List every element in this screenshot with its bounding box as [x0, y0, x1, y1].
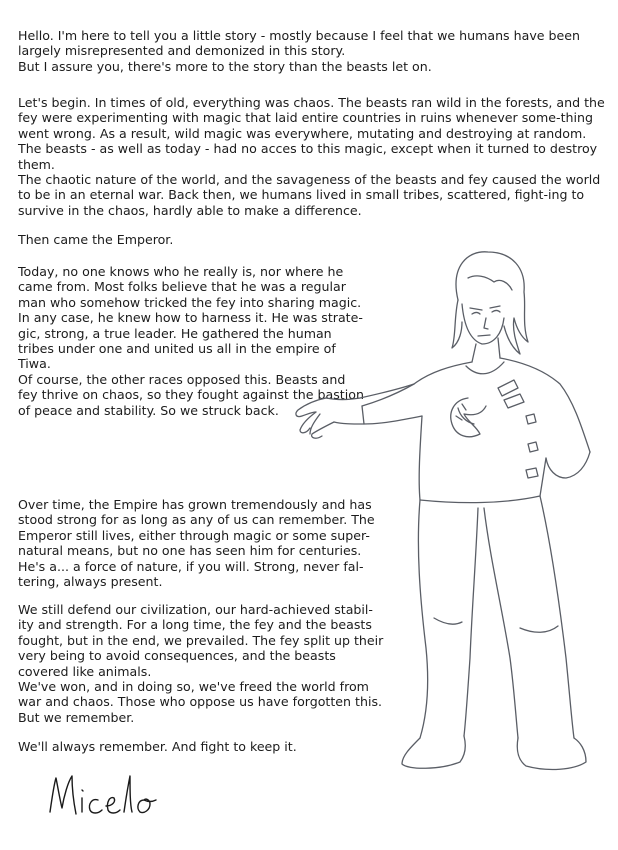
paragraph-defend: We still defend our civilization, our hard-achieved stabil-ity and strength. For a long time, the fey and the beasts fought, but in the end, we prevailed. The fey split up their very being to avoid consequences, and the beasts covered like animals. We've won, and in doing so, we've freed the world from war and chaos. Those who oppose us have forgotten this. But we remember. [18, 602, 384, 725]
paragraph-always: We'll always remember. And fight to keep it. [18, 739, 297, 754]
fey-bird-emblem [451, 398, 486, 437]
paragraph-begin: Let's begin. In times of old, everything was chaos. The beasts ran wild in the forests, and the fey were experimenting with magic that laid entire countries in ruins whenever some-thing went wrong. As a result, wild magic was everywhere, mutating and destroying at random. The beasts - as well as today - had no acces to this magic, except when it turned to destroy them. The chaotic nature of the world, and the savageness of the beasts and fey caused the world to be in an eternal war. Back then, we humans lived in small tribes, scattered, fight-ing to survive in the chaos, hardly able to make a difference. [18, 95, 605, 218]
paragraph-today: Today, no one knows who he really is, nor where he came from. Most folks believe that he was a regular man who somehow tricked the fey into sharing magic. In any case, he knew how to harness it. He was strate-gic, strong, a true leader. He gathered the human tribes under one and united us all in the empire of Tiwa. Of course, the other races opposed this. Beasts and fey thrive on chaos, so they fought against the bastion of peace and stability. So we struck back. [18, 264, 364, 418]
paragraph-over-time: Over time, the Empire has grown tremendously and has stood strong for as long as any of us can remember. The Emperor still lives, either through magic or some super-natural means, but no one has seen him for centuries. He's a... a force of nature, if you will. Strong, never fal-tering, always present. [18, 497, 375, 590]
paragraph-emperor: Then came the Emperor. [18, 232, 174, 247]
handwritten-signature [44, 768, 164, 828]
paragraph-intro: Hello. I'm here to tell you a little story - mostly because I feel that we humans have been largely misrepresented and demonized in this story. But I assure you, there's more to the story than the beasts let on. [18, 28, 580, 74]
